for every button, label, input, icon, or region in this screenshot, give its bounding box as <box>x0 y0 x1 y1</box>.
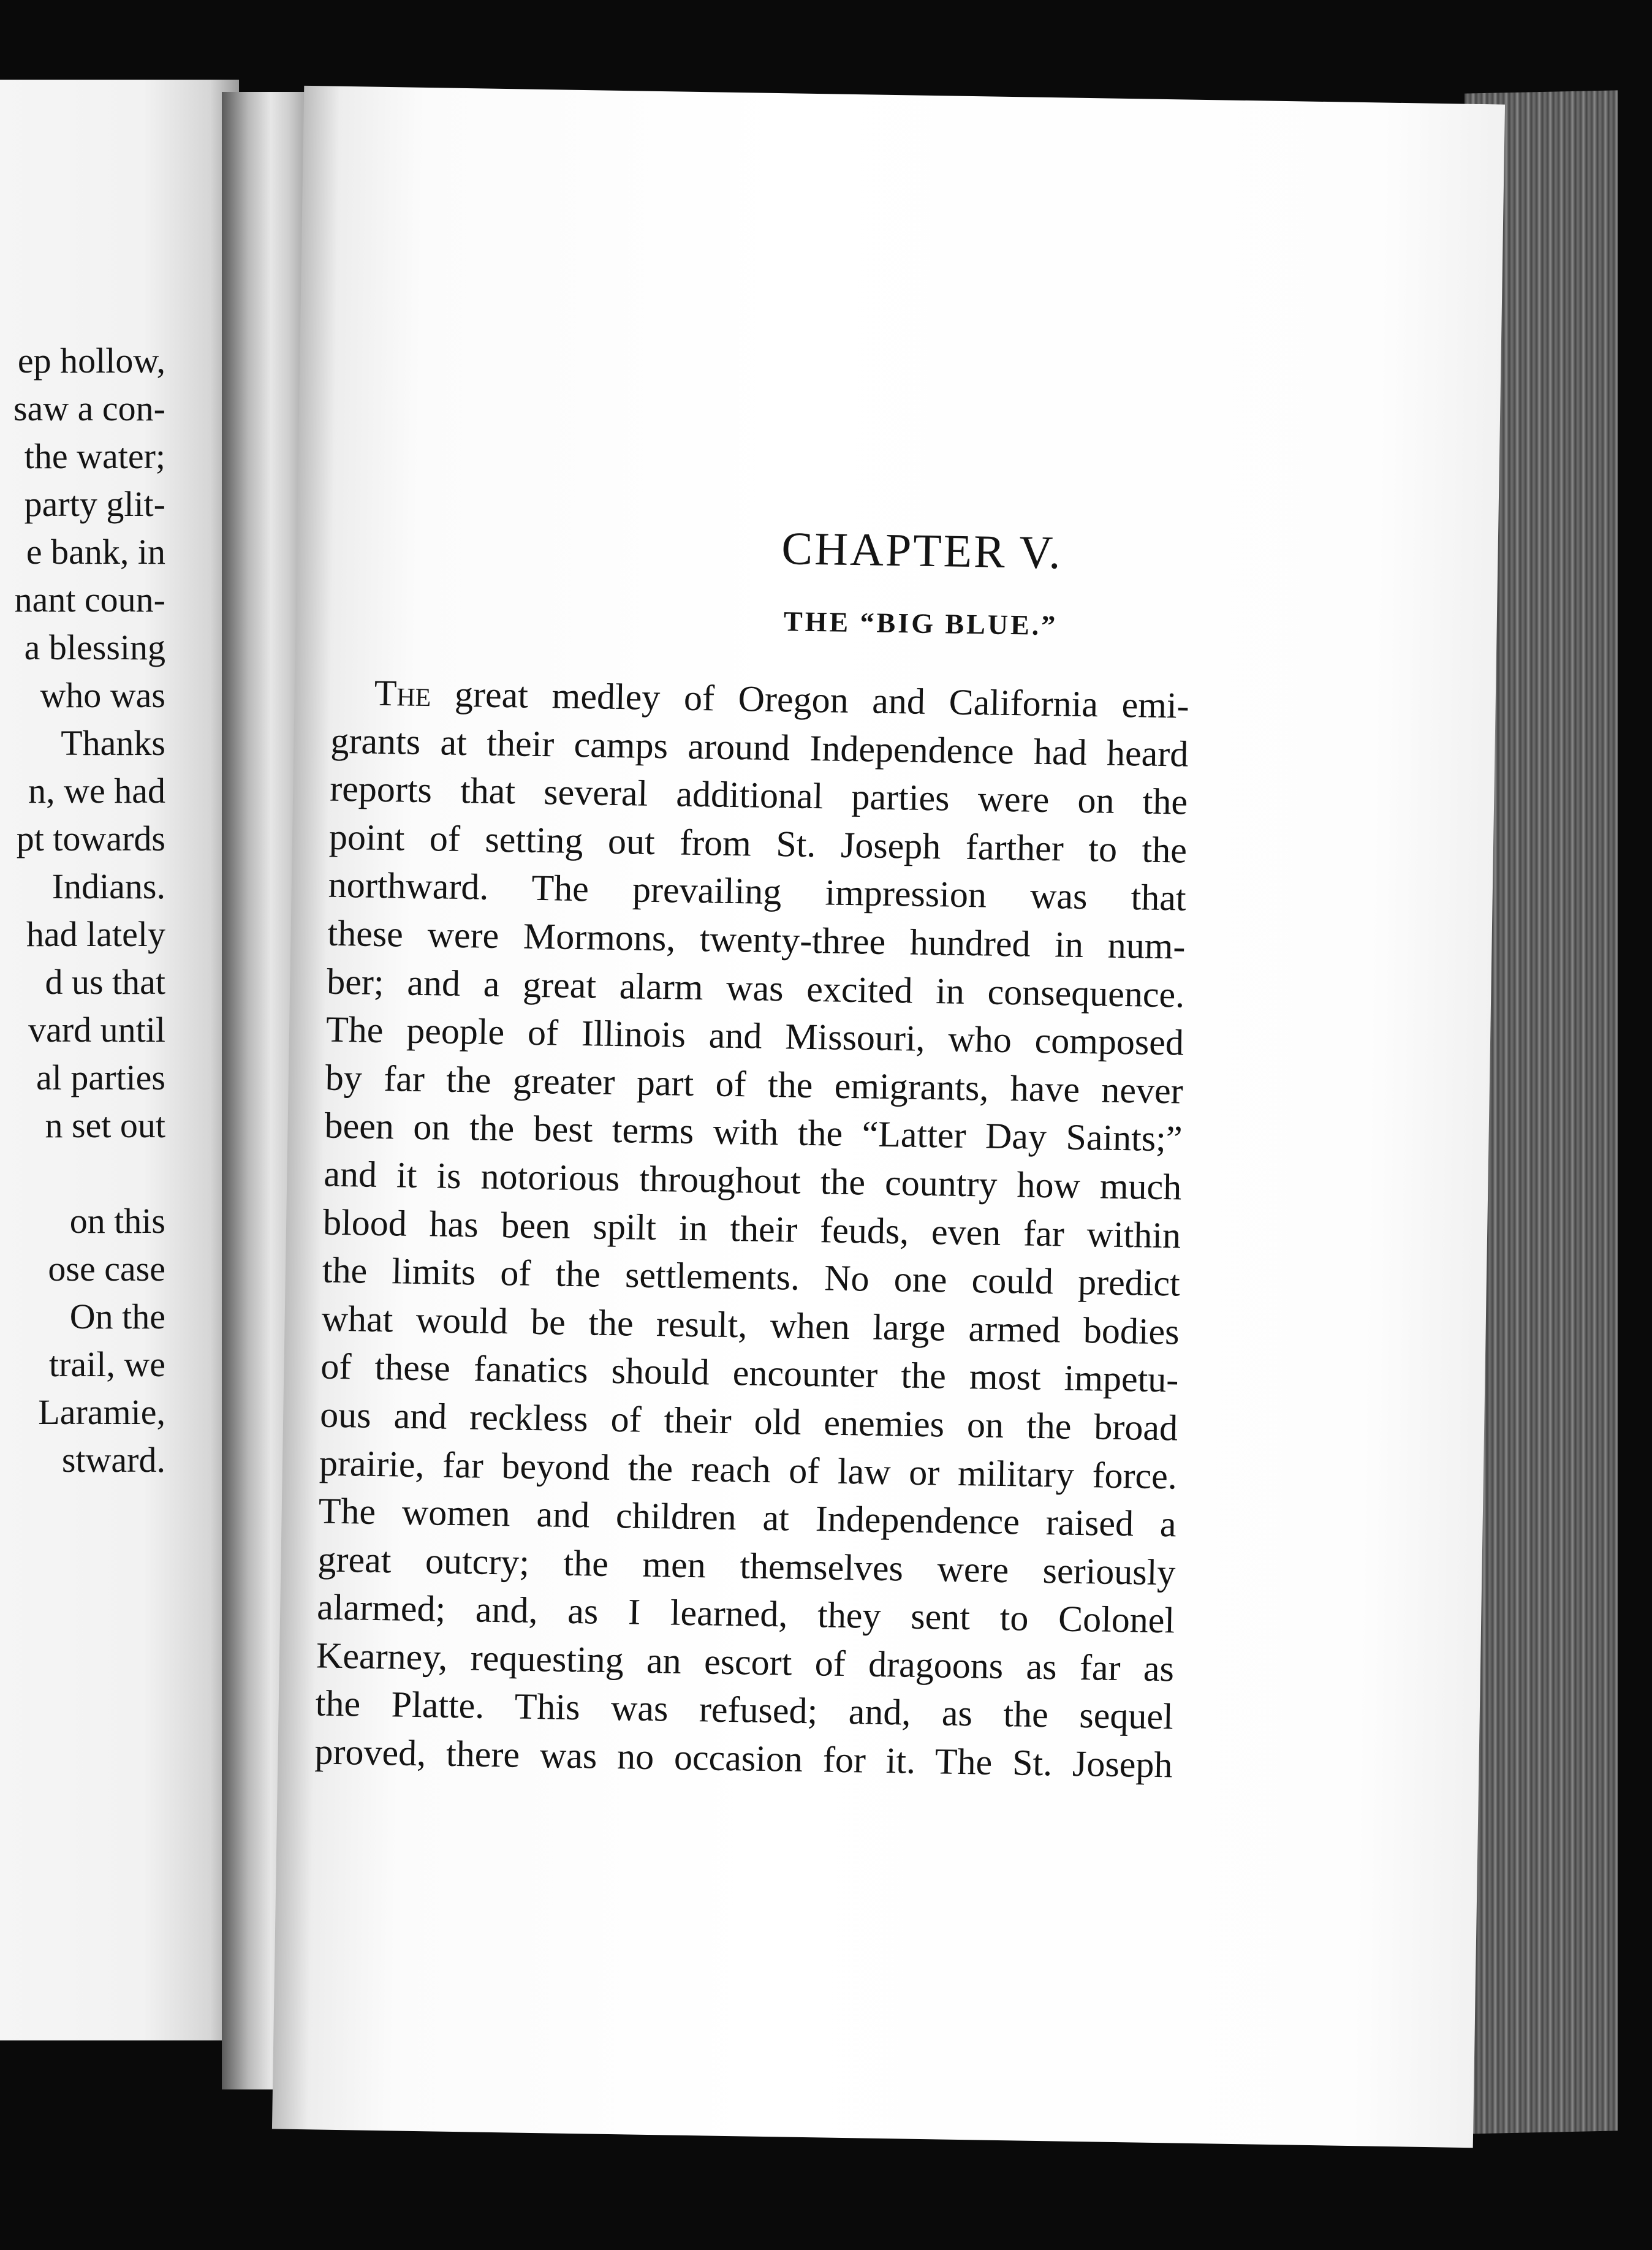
left-line: nant coun- <box>14 580 165 619</box>
left-line: saw a con- <box>13 388 165 428</box>
body-line: great outcry; the men themselves were seriously <box>317 1539 1176 1593</box>
left-page-text <box>13 337 165 1484</box>
chapter-heading: CHAPTER V. <box>781 523 1063 579</box>
left-line: vard until <box>28 1010 165 1050</box>
left-line: who was <box>40 675 165 715</box>
left-line: pt towards <box>16 819 165 858</box>
left-line: trail, we <box>48 1344 165 1384</box>
body-line: the limits of the settlements. No one could predict <box>322 1249 1181 1304</box>
body-line: alarmed; and, as I learned, they sent to Colonel <box>316 1586 1175 1641</box>
left-line: n set out <box>45 1105 165 1145</box>
body-line: by far the greater part of the emigrants, have never <box>325 1057 1184 1112</box>
chapter-subtitle: THE “BIG BLUE.” <box>783 605 1058 642</box>
left-line: the water; <box>24 436 165 476</box>
body-line: ber; and a great alarm was excited in consequence. <box>326 961 1185 1015</box>
left-line: d us that <box>45 962 165 1002</box>
left-line: party glit- <box>24 484 165 524</box>
left-line: ose case <box>48 1249 165 1289</box>
body-line: grants at their camps around Independence had heard <box>330 720 1189 775</box>
body-line: Kearney, requesting an escort of dragoons as far as <box>316 1635 1175 1689</box>
body-line: proved, there was no occasion for it. The St. Joseph <box>314 1731 1173 1786</box>
left-line: Laramie, <box>38 1392 165 1432</box>
body-line: the Platte. This was refused; and, as the sequel <box>315 1683 1174 1737</box>
left-line: al parties <box>36 1058 165 1097</box>
first-word: The <box>374 672 431 714</box>
body-line: been on the best terms with the “Latter Day Saints;” <box>324 1105 1183 1159</box>
body-line: The people of Illinois and Missouri, who composed <box>325 1009 1184 1063</box>
body-line: point of setting out from St. Joseph farther to the <box>328 816 1188 871</box>
left-line: on this <box>69 1201 165 1241</box>
body-line: what would be the result, when large armed bodies <box>321 1298 1180 1352</box>
body-line: northward. The prevailing impression was that <box>328 864 1187 919</box>
body-line: blood has been spilt in their feuds, even far within <box>322 1202 1181 1256</box>
left-line: Indians. <box>51 866 165 906</box>
left-page <box>0 80 239 2040</box>
body-line: of these fanatics should encounter the most impetu- <box>320 1346 1179 1400</box>
body-line: prairie, far beyond the reach of law or military force. <box>319 1442 1178 1496</box>
left-line: On the <box>69 1297 165 1336</box>
body-line: these were Mormons, twenty-three hundred in num- <box>327 912 1186 967</box>
left-line: had lately <box>26 914 165 954</box>
first-line-rest: great medley of Oregon and California emi- <box>430 673 1190 726</box>
left-line: e bank, in <box>26 532 165 572</box>
body-line: ous and reckless of their old enemies on the broad <box>319 1394 1178 1449</box>
left-line: ep hollow, <box>17 341 165 381</box>
left-line: a blessing <box>24 627 165 667</box>
body-line: The women and children at Independence raised a <box>318 1490 1177 1545</box>
left-line: n, we had <box>28 771 165 811</box>
left-line: stward. <box>61 1440 165 1480</box>
body-line: and it is notorious throughout the country how much <box>323 1153 1182 1208</box>
body-line: reports that several additional parties were on the <box>329 768 1188 822</box>
chapter-body-text <box>314 669 1189 1789</box>
left-line: Thanks <box>61 723 165 763</box>
right-page <box>272 86 1505 2148</box>
